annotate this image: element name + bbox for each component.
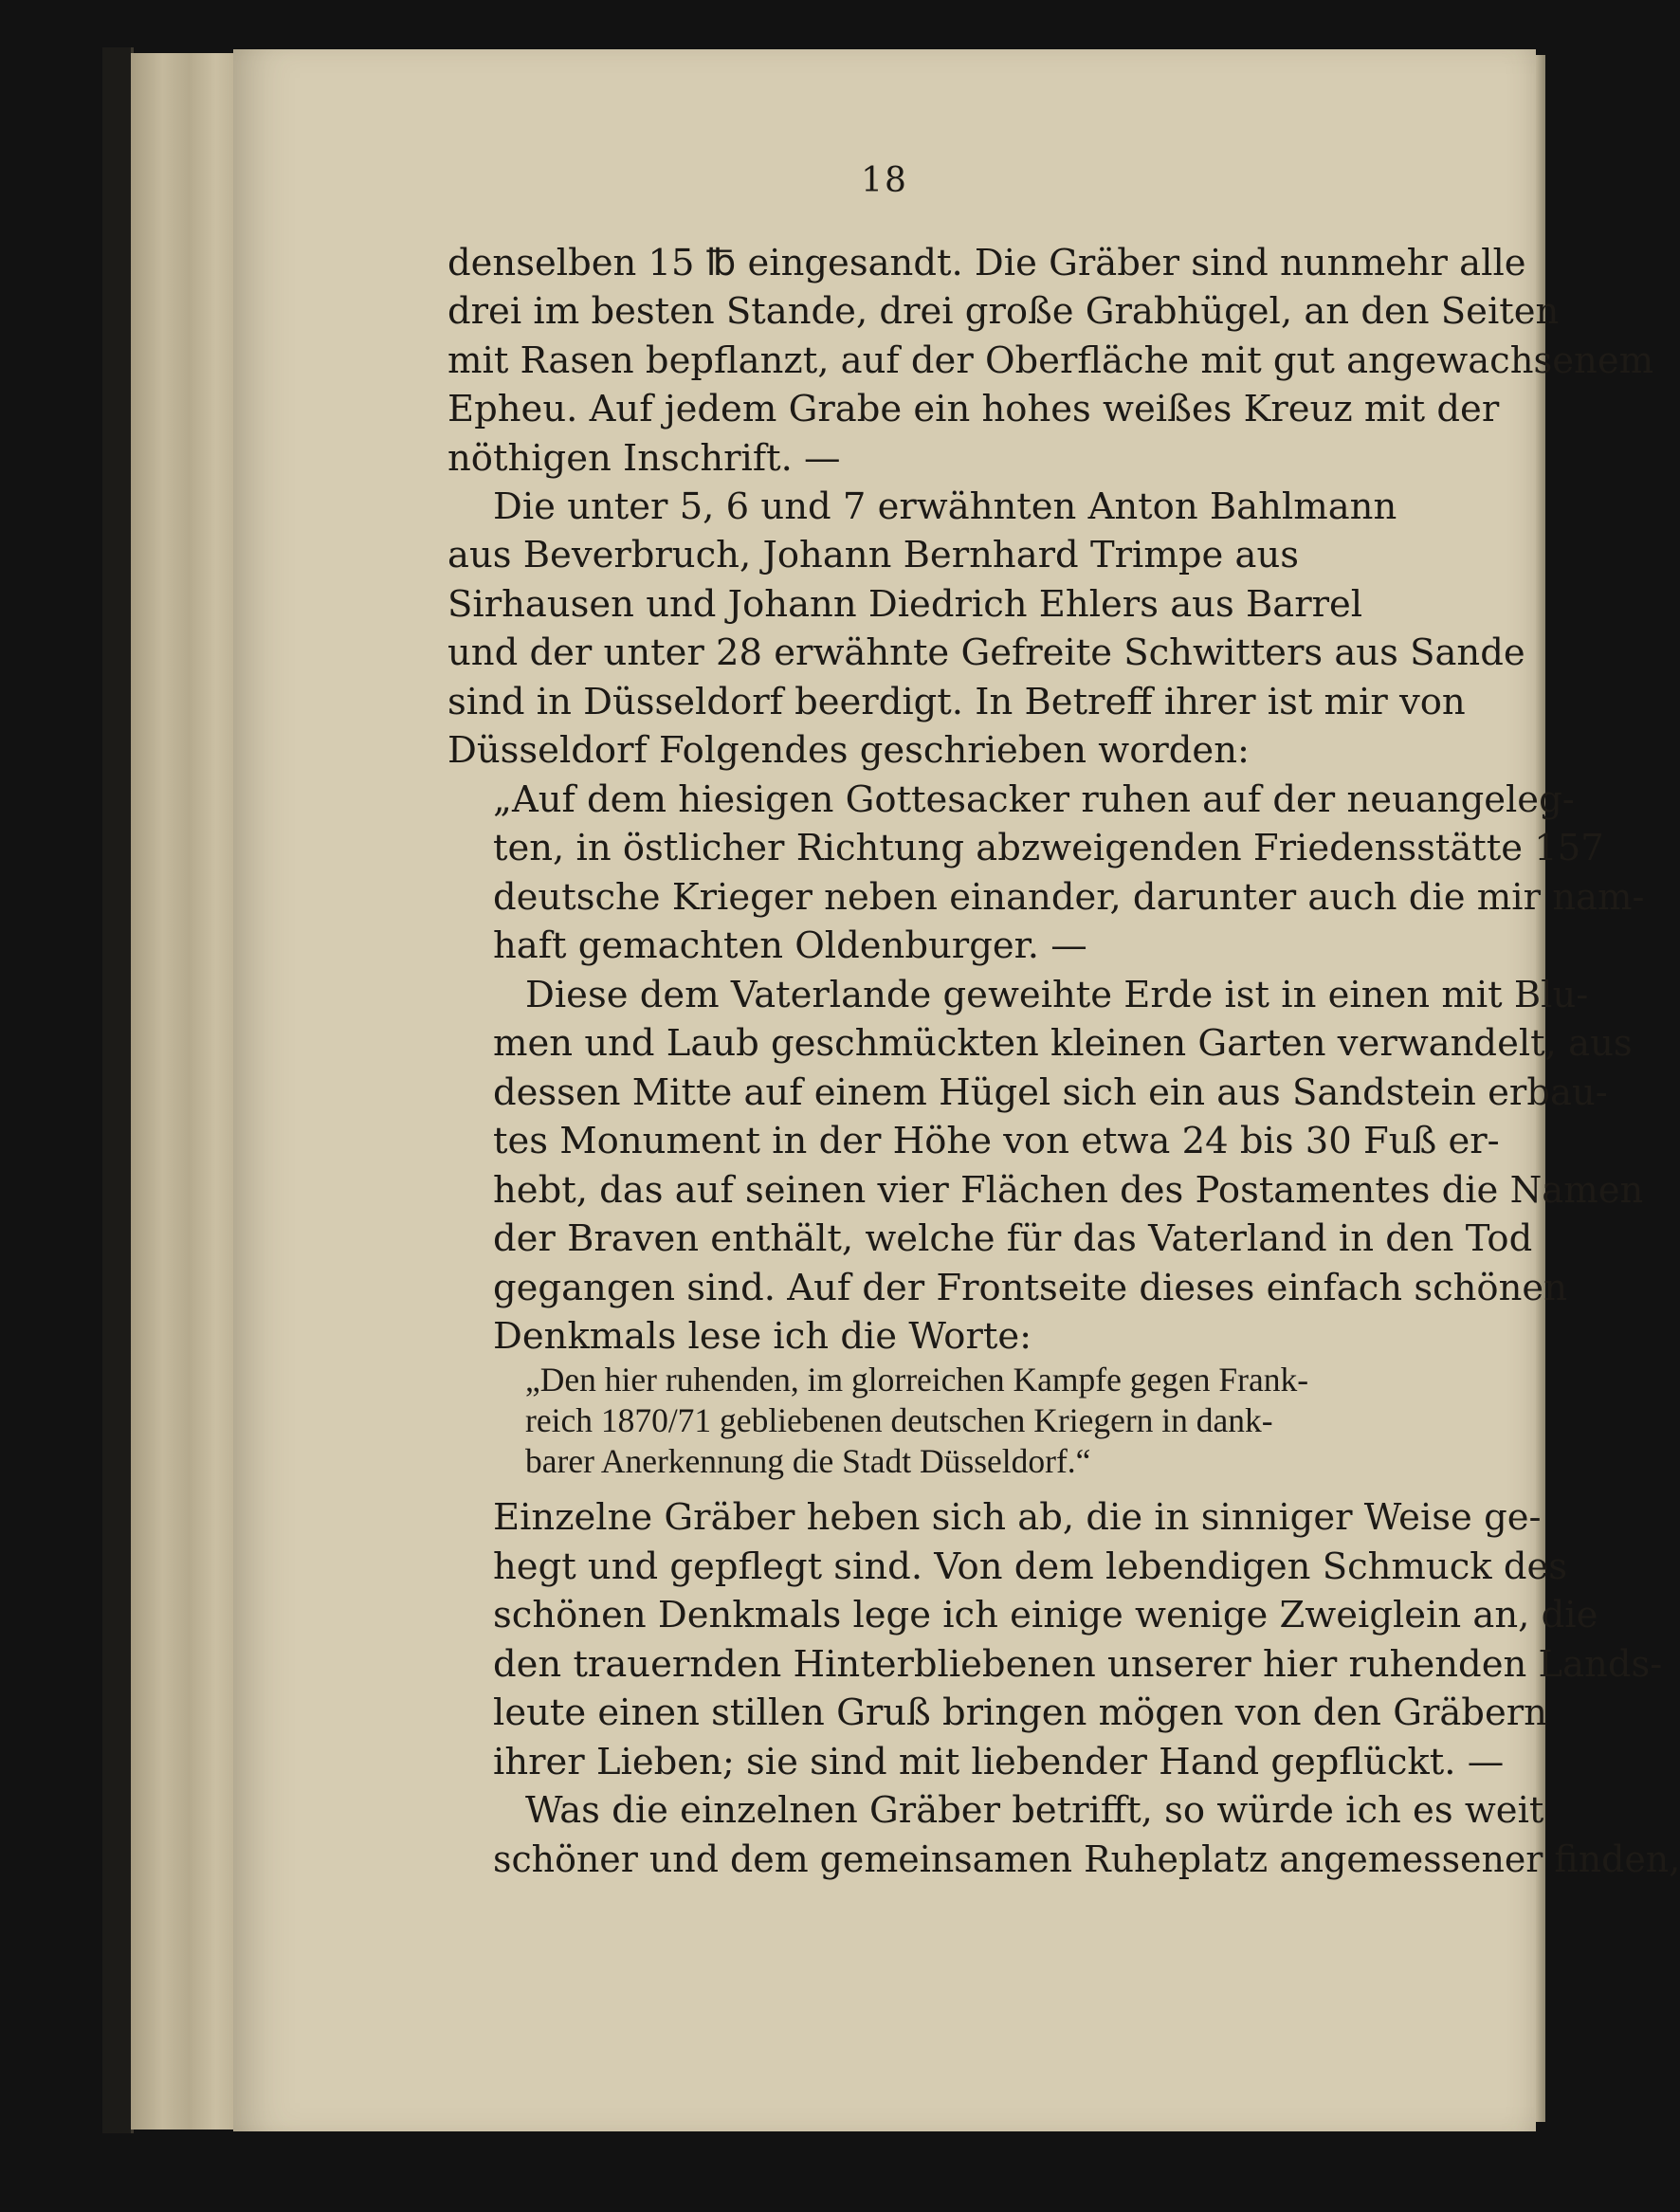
- text-line: Sirhausen und Johann Diedrich Ehlers aus Barrel: [447, 583, 1363, 626]
- text-line: schönen Denkmals lege ich einige wenige Zweiglein an, die: [493, 1594, 1598, 1636]
- text-line: nöthigen Inschrift. —: [447, 437, 841, 480]
- text-line: haft gemachten Oldenburger. —: [493, 924, 1087, 967]
- text-line: Epheu. Auf jedem Grabe ein hohes weißes Kreuz mit der: [447, 388, 1500, 430]
- text-line: ihrer Lieben; sie sind mit liebender Hand gepflückt. —: [493, 1741, 1505, 1783]
- text-line: men und Laub geschmückten kleinen Garten verwandelt, aus: [493, 1022, 1633, 1065]
- text-line: gegangen sind. Auf der Frontseite dieses einfach schönen: [493, 1267, 1567, 1309]
- inscription-line: barer Anerkennung die Stadt Düsseldorf.“: [525, 1442, 1091, 1480]
- text-line: Was die einzelnen Gräber betrifft, so würde ich es weit: [525, 1789, 1544, 1832]
- text-line: den trauernden Hinterbliebenen unserer hier ruhenden Lands-: [493, 1643, 1663, 1686]
- text-line: Die unter 5, 6 und 7 erwähnten Anton Bahlmann: [493, 485, 1397, 528]
- text-line: denselben 15 ℔ eingesandt. Die Gräber sind nunmehr alle: [447, 242, 1526, 284]
- inscription-line: „Den hier ruhenden, im glorreichen Kampfe gegen Frank-: [525, 1361, 1309, 1398]
- text-line: Einzelne Gräber heben sich ab, die in sinniger Weise ge-: [493, 1496, 1542, 1539]
- text-line: tes Monument in der Höhe von etwa 24 bis 30 Fuß er-: [493, 1120, 1500, 1162]
- text-line: Diese dem Vaterlande geweihte Erde ist in einen mit Blu-: [525, 974, 1589, 1016]
- text-line: schöner und dem gemeinsamen Ruheplatz angemessener finden,: [493, 1838, 1680, 1881]
- page-edges: [131, 53, 237, 2130]
- text-line: und der unter 28 erwähnte Gefreite Schwitters aus Sande: [447, 631, 1525, 674]
- text-line: dessen Mitte auf einem Hügel sich ein aus Sandstein erbau-: [493, 1071, 1608, 1114]
- text-line: aus Beverbruch, Johann Bernhard Trimpe aus: [447, 534, 1300, 576]
- text-line: drei im besten Stande, drei große Grabhügel, an den Seiten: [447, 290, 1560, 333]
- text-line: Denkmals lese ich die Worte:: [493, 1315, 1032, 1358]
- text-line: der Braven enthält, welche für das Vaterland in den Tod: [493, 1217, 1533, 1260]
- text-line: deutsche Krieger neben einander, darunter auch die mir nam-: [493, 876, 1645, 919]
- text-line: hegt und gepflegt sind. Von dem lebendigen Schmuck des: [493, 1545, 1568, 1588]
- text-line: leute einen stillen Gruß bringen mögen von den Gräbern: [493, 1691, 1547, 1734]
- page-number: 18: [861, 161, 908, 200]
- text-line: hebt, das auf seinen vier Flächen des Postamentes die Namen: [493, 1169, 1644, 1212]
- text-line: Düsseldorf Folgendes geschrieben worden:: [447, 729, 1250, 772]
- page: [233, 49, 1680, 2131]
- text-line: sind in Düsseldorf beerdigt. In Betreff ihrer ist mir von: [447, 681, 1466, 723]
- text-line: „Auf dem hiesigen Gottesacker ruhen auf der neuangeleg-: [493, 778, 1575, 821]
- book-binding: [102, 47, 134, 2133]
- inscription-line: reich 1870/71 gebliebenen deutschen Kriegern in dank-: [525, 1401, 1273, 1439]
- text-line: ten, in östlicher Richtung abzweigenden Friedensstätte 157: [493, 827, 1604, 869]
- text-line: mit Rasen bepflanzt, auf der Oberfläche mit gut angewachsenem: [447, 339, 1654, 382]
